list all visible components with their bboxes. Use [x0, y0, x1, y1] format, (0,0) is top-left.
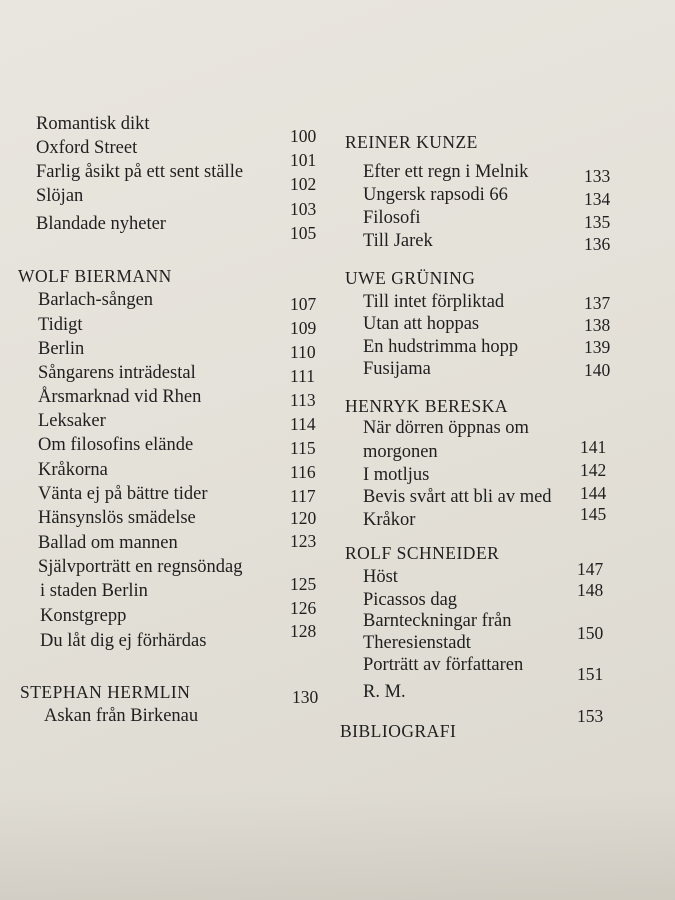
toc-entry-title: När dörren öppnas om	[363, 418, 529, 438]
toc-entry-title: Ballad om mannen	[38, 533, 178, 553]
toc-entry-page: 128	[290, 621, 317, 641]
toc-entry-title: R. M.	[363, 682, 406, 702]
toc-entry-page: 114	[290, 414, 316, 434]
toc-entry-page: 148	[577, 580, 604, 600]
toc-entry-title: Kråkor	[363, 510, 416, 530]
toc-entry-title: Askan från Birkenau	[44, 706, 199, 726]
toc-entry-page: 109	[290, 318, 317, 338]
toc-entry-title: Slöjan	[36, 186, 84, 206]
toc-entry-title: I motljus	[363, 465, 430, 485]
toc-entry-page: 101	[290, 150, 317, 170]
toc-entry-title: Leksaker	[38, 411, 106, 431]
toc-entry-title: Picassos dag	[363, 590, 458, 610]
toc-entry-title: Kråkorna	[38, 460, 108, 480]
toc-entry-title: Berlin	[38, 339, 85, 359]
toc-entry-page: 102	[290, 174, 317, 194]
toc-entry-page: 113	[290, 390, 316, 410]
toc-entry-page: 100	[290, 126, 317, 146]
toc-entry-page: 147	[577, 559, 604, 579]
toc-entry-page: 107	[290, 294, 317, 314]
toc-entry-page: 111	[290, 366, 315, 386]
toc-entry-title: Självporträtt en regnsöndag	[38, 557, 243, 577]
toc-entry-title: En hudstrimma hopp	[363, 337, 519, 357]
toc-entry-page: 120	[290, 508, 317, 528]
toc-entry-page: 142	[580, 460, 607, 480]
toc-entry-title: Tidigt	[38, 315, 83, 335]
toc-entry-page: 140	[584, 360, 611, 380]
toc-entry-page: 150	[577, 623, 604, 643]
toc-entry-title: Farlig åsikt på ett sent ställe	[36, 162, 244, 182]
toc-entry-title: Bevis svårt att bli av med	[363, 487, 552, 507]
toc-entry-title: i staden Berlin	[40, 581, 148, 601]
toc-entry-title: Romantisk dikt	[36, 114, 150, 134]
page-shadow	[0, 790, 675, 900]
toc-entry-page: 125	[290, 574, 317, 594]
toc-entry-page: 139	[584, 337, 611, 357]
toc-entry-title: Porträtt av författaren	[363, 655, 524, 675]
author-heading: UWE GRÜNING	[345, 268, 476, 288]
toc-entry-title: Vänta ej på bättre tider	[38, 484, 208, 504]
toc-entry-page: 145	[580, 504, 607, 524]
toc-entry-title: Till Jarek	[363, 231, 433, 251]
toc-entry-title: Till intet förpliktad	[363, 292, 505, 312]
author-heading: REINER KUNZE	[345, 132, 478, 152]
toc-entry-page: 138	[584, 315, 611, 335]
toc-entry-title: Årsmarknad vid Rhen	[38, 387, 202, 407]
toc-entry-page: 130	[292, 687, 319, 707]
toc-entry-title: Efter ett regn i Melnik	[363, 162, 529, 182]
author-heading: STEPHAN HERMLIN	[20, 682, 191, 702]
toc-entry-title: Oxford Street	[36, 138, 138, 158]
toc-entry-page: 144	[580, 483, 607, 503]
author-heading: ROLF SCHNEIDER	[345, 543, 500, 563]
bibliography-heading: BIBLIOGRAFI	[340, 721, 457, 741]
toc-entry-page: 133	[584, 166, 611, 186]
toc-entry-page: 105	[290, 223, 317, 243]
toc-entry-page: 116	[290, 462, 316, 482]
author-heading: WOLF BIERMANN	[18, 266, 172, 286]
toc-entry-page: 115	[290, 438, 316, 458]
toc-entry-title: Om filosofins elände	[38, 435, 194, 455]
toc-entry-title: Hänsynslös smädelse	[38, 508, 196, 528]
toc-entry-page: 136	[584, 234, 611, 254]
toc-entry-page: 135	[584, 212, 611, 232]
toc-entry-page: 151	[577, 664, 604, 684]
toc-entry-title: Utan att hoppas	[363, 314, 480, 334]
toc-entry-title: Fusijama	[363, 359, 431, 379]
toc-entry-page: 137	[584, 293, 611, 313]
author-heading: HENRYK BERESKA	[345, 396, 509, 416]
toc-entry-title: Theresienstadt	[363, 633, 471, 653]
toc-entry-page: 110	[290, 342, 316, 362]
toc-entry-title: Barlach-sången	[38, 290, 154, 310]
toc-entry-page: 134	[584, 189, 611, 209]
toc-entry-title: Du låt dig ej förhärdas	[40, 631, 207, 651]
toc-entry-title: Ungersk rapsodi 66	[363, 185, 508, 205]
toc-entry-title: morgonen	[363, 442, 438, 462]
toc-entry-page: 117	[290, 486, 316, 506]
toc-entry-title: Höst	[363, 567, 398, 587]
toc-entry-title: Sångarens inträdestal	[38, 363, 196, 383]
toc-entry-title: Filosofi	[363, 208, 421, 228]
toc-entry-title: Blandade nyheter	[36, 214, 166, 234]
toc-entry-page: 103	[290, 199, 317, 219]
toc-entry-page: 126	[290, 598, 317, 618]
toc-entry-page: 141	[580, 437, 607, 457]
toc-entry-title: Konstgrepp	[40, 606, 127, 626]
toc-entry-title: Barnteckningar från	[363, 611, 512, 631]
toc-entry-page: 123	[290, 531, 317, 551]
bibliography-page: 153	[577, 706, 604, 726]
